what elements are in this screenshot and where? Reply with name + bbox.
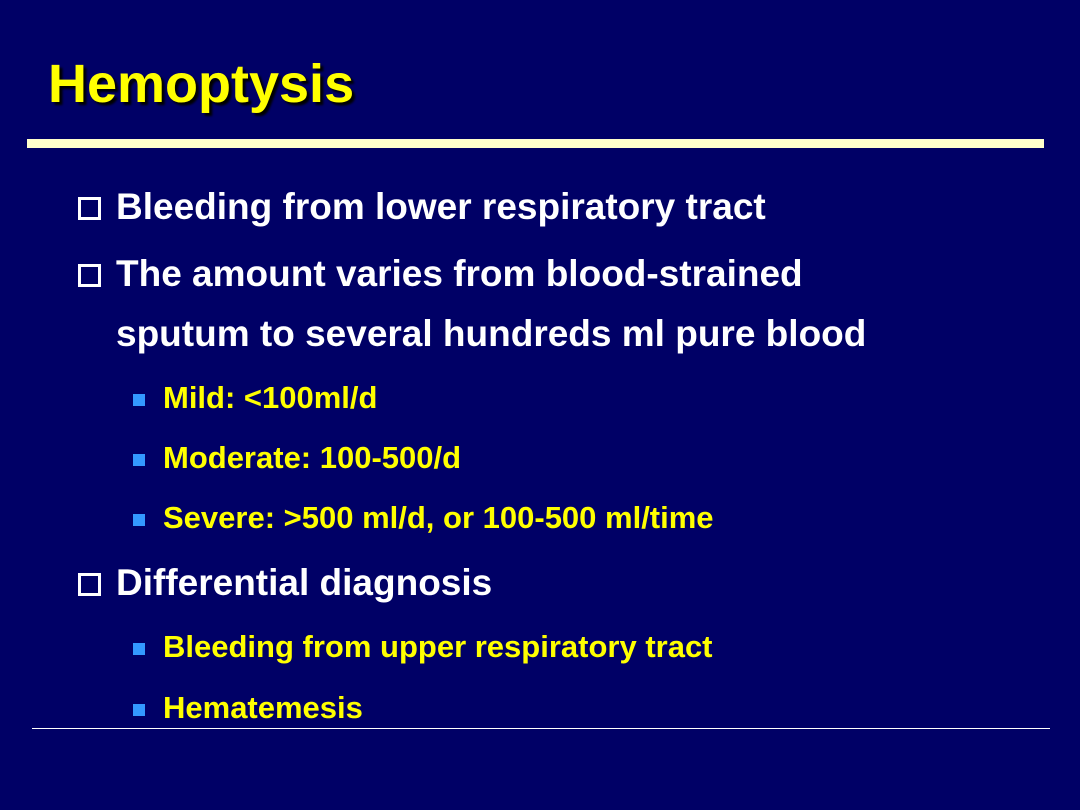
bullet-1-text: Bleeding from lower respiratory tract [116,186,766,227]
hollow-square-bullet-icon [78,573,101,596]
footer-divider [32,728,1050,729]
filled-square-bullet-icon [133,704,145,716]
hollow-square-bullet-icon [78,197,101,220]
sub-bullet-hematemesis [133,688,363,728]
filled-square-bullet-icon [133,514,145,526]
filled-square-bullet-icon [133,643,145,655]
slide-title: Hemoptysis [48,54,355,114]
hollow-square-bullet-icon [78,264,101,287]
sub-bullet-moderate-text: Moderate: 100-500/d [163,440,462,475]
bullet-2-line-1: The amount varies from blood-strained [116,253,803,294]
filled-square-bullet-icon [133,454,145,466]
filled-square-bullet-icon [133,394,145,406]
sub-bullet-mild [133,378,377,418]
sub-bullet-mild-text: Mild: <100ml/d [163,380,378,415]
bullet-1 [78,177,766,237]
title-divider [27,139,1044,148]
bullet-2-line-2: sputum to several hundreds ml pure blood [116,313,867,354]
sub-bullet-hematemesis-text: Hematemesis [163,690,363,725]
sub-bullet-upper-respiratory [133,627,713,667]
sub-bullet-severe [133,498,714,538]
sub-bullet-severe-text: Severe: >500 ml/d, or 100-500 ml/time [163,500,714,535]
sub-bullet-moderate [133,438,461,478]
bullet-3-text: Differential diagnosis [116,562,493,603]
bullet-2 [78,244,866,364]
sub-bullet-upper-respiratory-text: Bleeding from upper respiratory tract [163,629,713,664]
bullet-3 [78,553,492,613]
